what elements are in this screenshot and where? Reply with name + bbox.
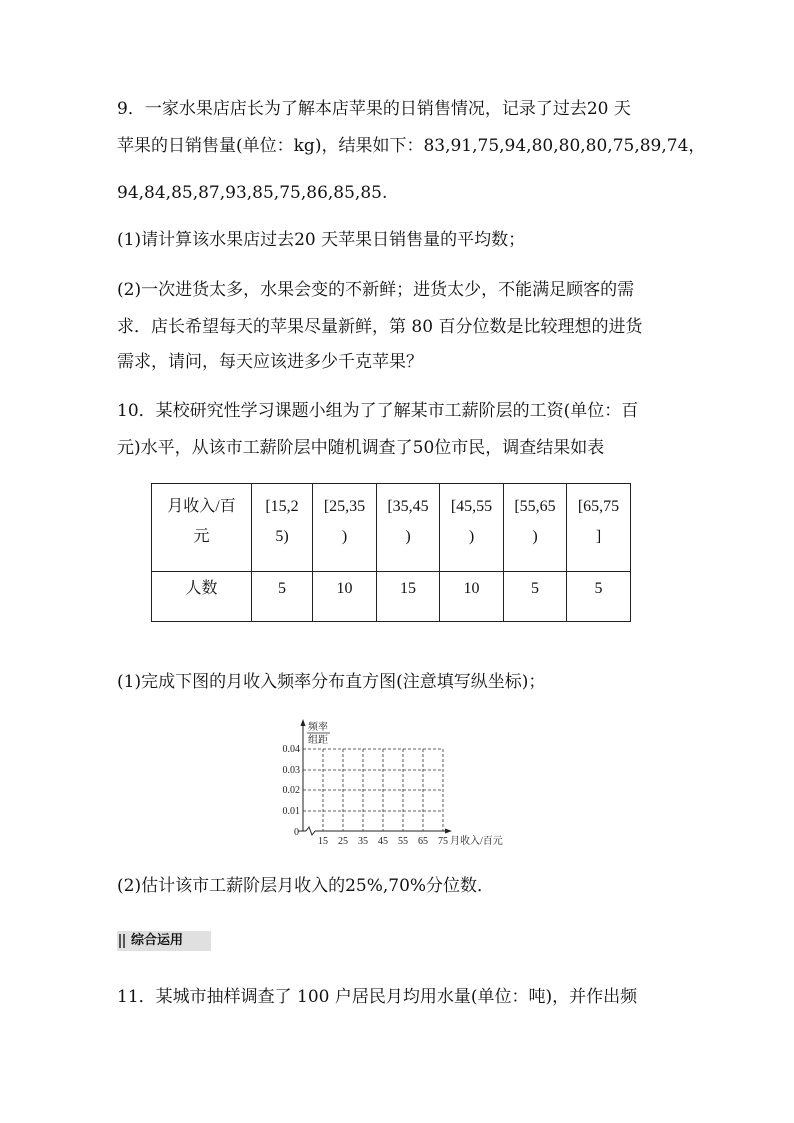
interval-text: [55,65 [514,498,556,515]
x-tick-label: 45 [378,836,388,847]
section-tag [117,931,211,951]
interval-cell [377,484,440,572]
interval-text: ] [595,528,602,545]
section-tag-bar [119,934,121,948]
q9-part-2-line-2: 求．店长希望每天的苹果尽量新鲜，第 80 百分位数是比较理想的进货 [117,317,643,337]
x-axis-break [306,827,315,835]
q10-part-2: (2)估计该市工薪阶层月收入的25%,70%分位数． [117,876,495,896]
x-tick-label: 65 [418,836,428,847]
x-tick-label: 55 [398,836,408,847]
income-count-row [152,572,631,622]
y-axis-arrow [301,719,306,726]
interval-text: [25,35 [323,498,366,515]
q10-line-1: 10．某校研究性学习课题小组为了了解某市工薪阶层的工资(单位：百 [117,401,639,421]
count-label-cell [152,572,252,622]
count-value: 10 [336,580,353,597]
y-label-top: 频率 [308,722,328,733]
x-axis-label: 月收入/百元 [450,836,503,847]
interval-cell [252,484,313,572]
section-tag-bar [123,934,125,948]
y-tick-label: 0.04 [282,744,300,755]
count-cell [567,572,631,622]
interval-cell [504,484,567,572]
count-value: 5 [594,580,603,597]
income-header-label-line-1: 月收入/百 [167,498,236,515]
x-tick-label: 15 [318,836,328,847]
income-header-row [152,484,631,572]
count-cell [252,572,313,622]
count-value: 15 [400,580,416,597]
q9-part-2-line-1: (2)一次进货太多，水果会变的不新鲜；进货太少，不能满足顾客的需 [117,280,635,300]
y-tick-label: 0.02 [282,785,300,796]
q11-line-1: 11．某城市抽样调查了 100 户居民月均用水量(单位：吨)，并作出频 [117,987,638,1007]
q9-line-2: 苹果的日销售量(单位：kg)，结果如下：83,91,75,94,80,80,80,75,89,74， [117,136,706,156]
interval-text: [45,55 [450,498,493,515]
count-cell [504,572,567,622]
interval-text: [65,75 [577,498,620,515]
y-tick-label: 0.03 [282,765,300,776]
interval-cell [440,484,504,572]
q10-line-2: 元)水平，从该市工薪阶层中随机调查了50位市民，调查结果如表 [117,438,605,458]
interval-text: 5) [275,528,289,545]
count-label: 人数 [185,580,218,597]
interval-text: [15,2 [265,498,299,515]
x-tick-label: 35 [358,836,368,847]
count-cell [377,572,440,622]
grid-lines [303,749,443,831]
q10-part-1: (1)完成下图的月收入频率分布直方图(注意填写纵坐标)； [117,672,546,692]
count-cell [440,572,504,622]
count-value: 5 [278,580,286,597]
interval-text: ) [341,528,348,545]
count-cell [313,572,377,622]
section-tag-label: 综合运用 [131,933,184,948]
y-label-bottom: 组距 [308,735,328,746]
q9-line-1: 9．一家水果店店长为了解本店苹果的日销售情况，记录了过去20 天 [117,99,631,119]
interval-text: ) [468,528,475,545]
interval-text: [35,45 [387,498,429,515]
q9-part-2-line-3: 需求，请问，每天应该进多少千克苹果？ [117,352,423,372]
interval-text: ) [532,528,538,545]
q9-line-3: 94,84,85,87,93,85,75,86,85,85. [117,183,388,203]
interval-text: ) [405,528,411,545]
q9-part-1: (1)请计算该水果店过去20 天苹果日销售量的平均数； [117,230,526,250]
interval-cell [567,484,631,572]
x-tick-label: 75 [438,836,448,847]
count-value: 5 [531,580,539,597]
interval-cell [313,484,377,572]
histogram-grid [270,716,530,856]
x-tick-label: 25 [338,836,348,847]
income-header-label-line-2: 元 [193,528,210,545]
origin-label: 0 [294,827,299,838]
income-header-label-cell [152,484,252,572]
y-tick-label: 0.01 [282,806,300,817]
income-table [151,483,631,622]
count-value: 10 [463,580,480,597]
x-axis-arrow [445,829,452,834]
